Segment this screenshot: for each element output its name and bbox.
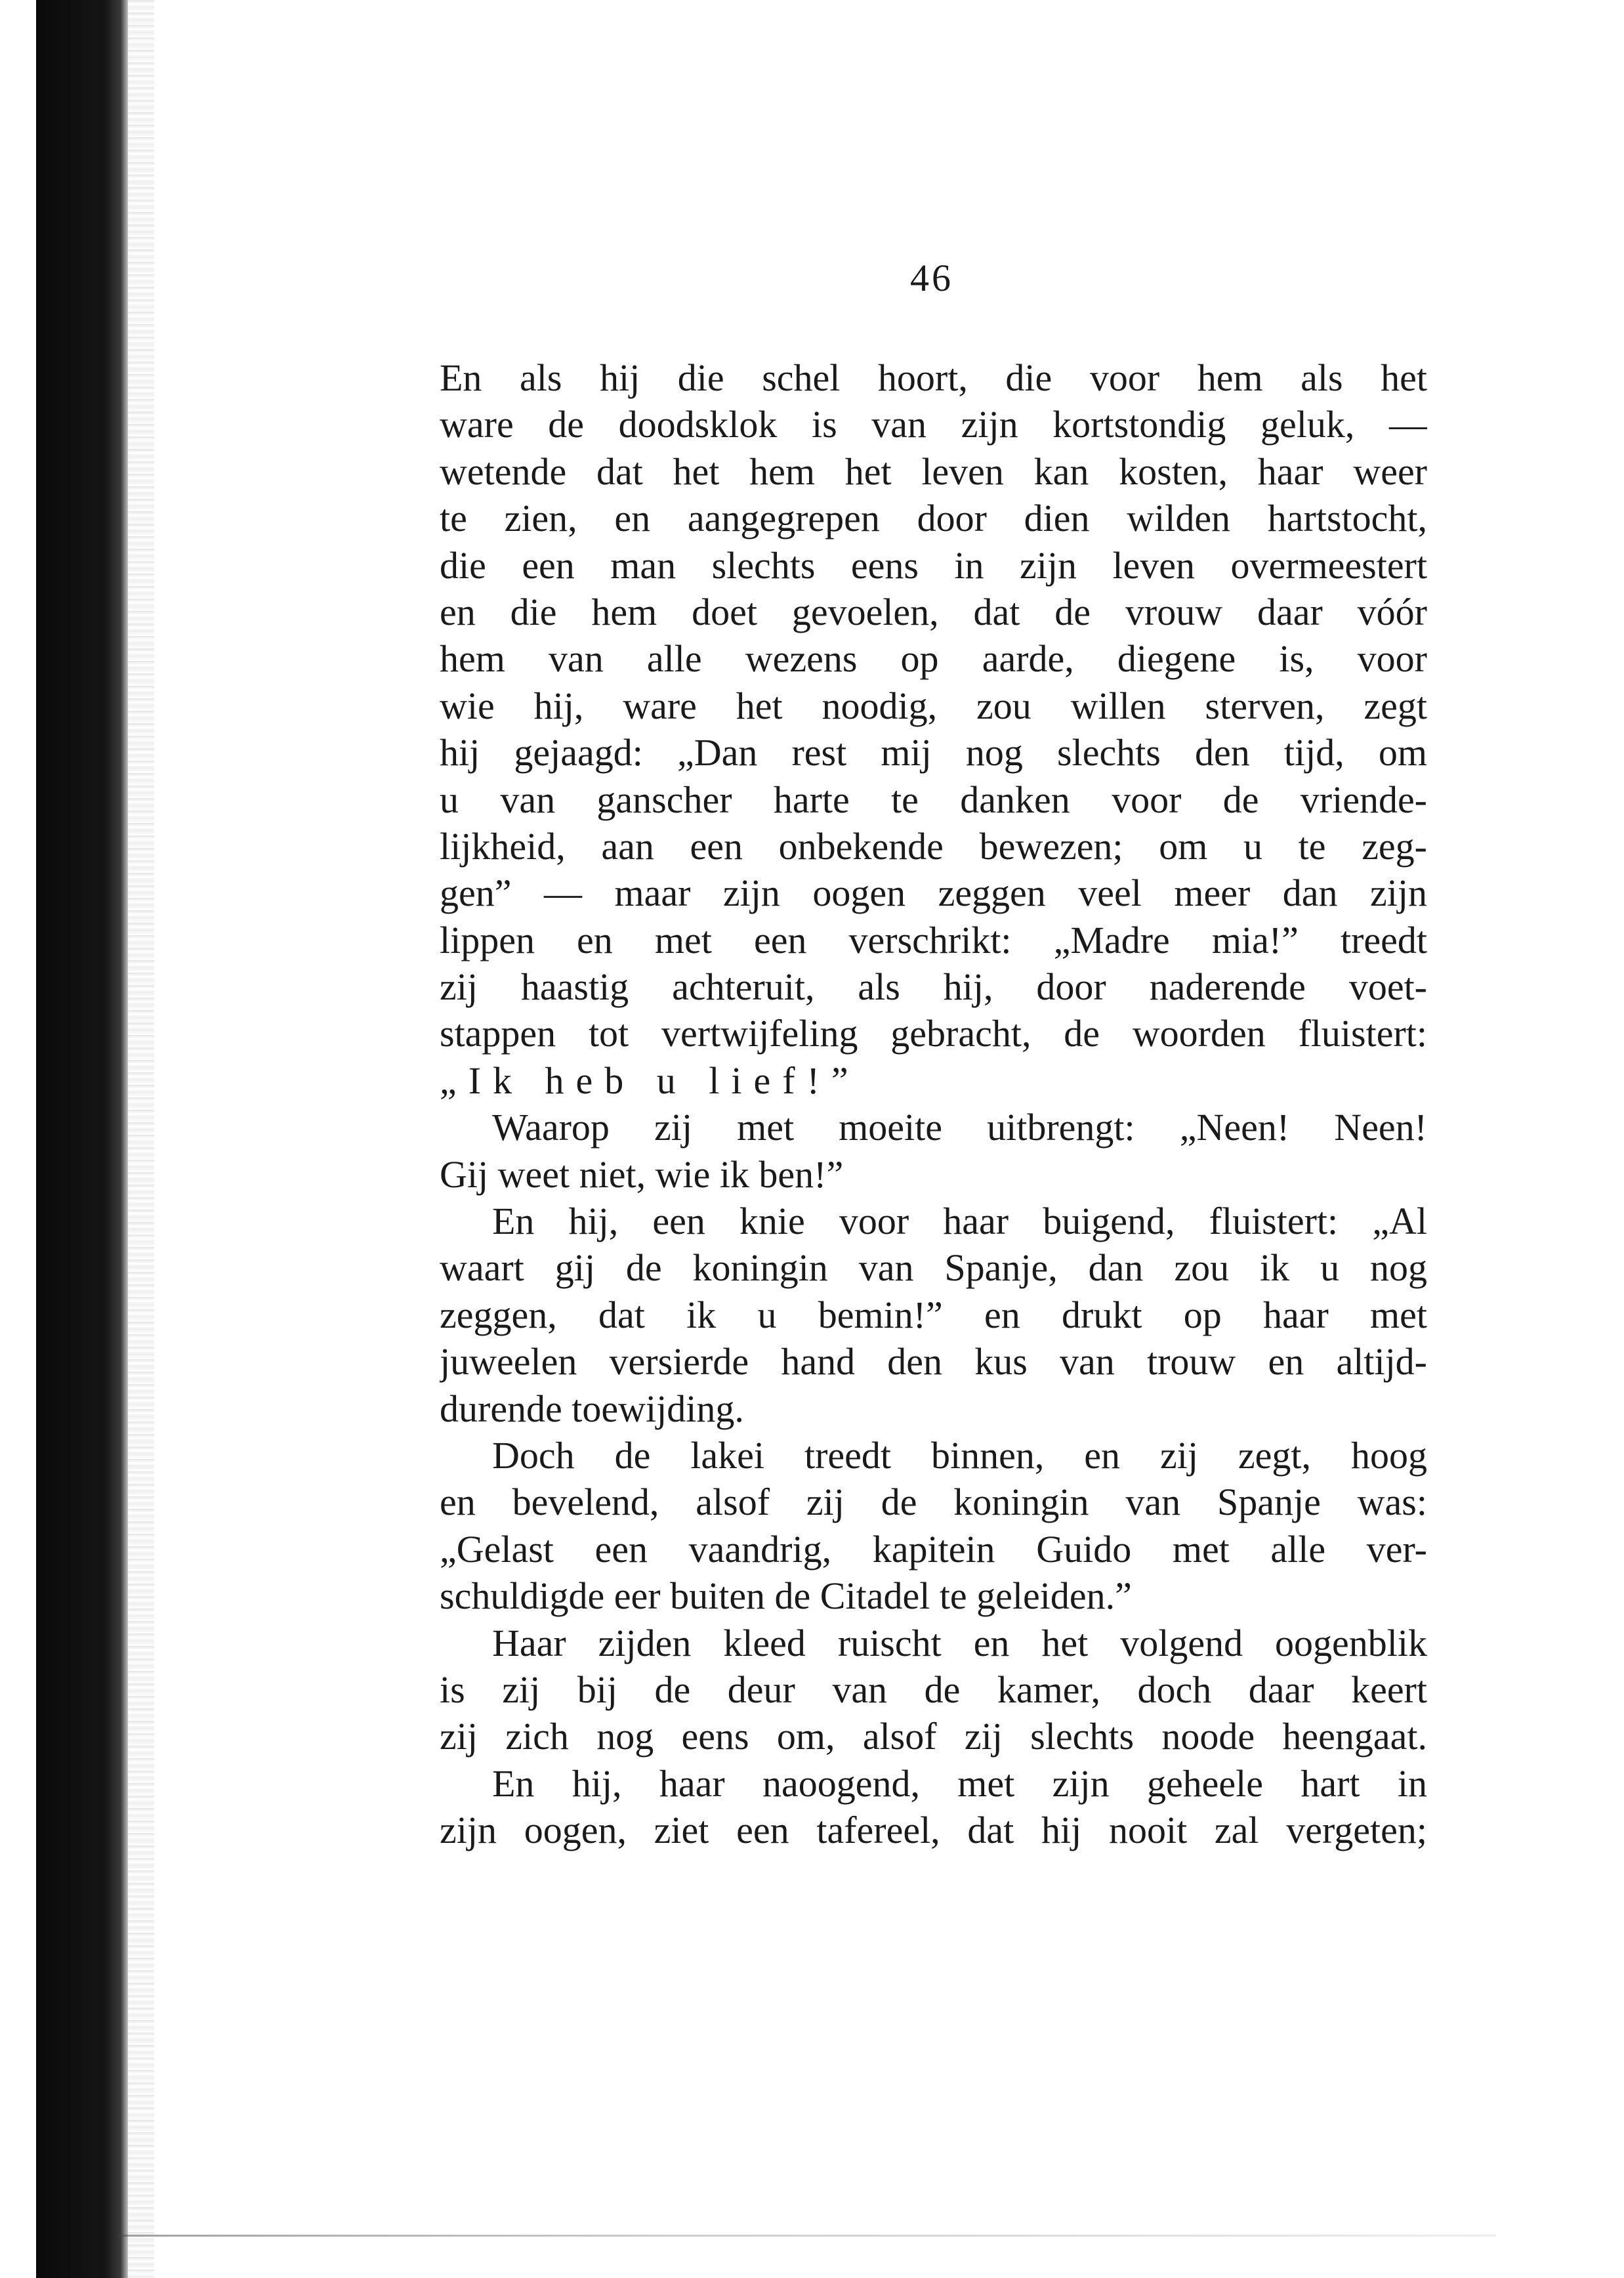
text-line: lippen en met een verschrikt: „Madre mia!” treedt <box>440 918 1427 961</box>
text-line: wetende dat het hem het leven kan kosten, haar weer <box>440 450 1427 493</box>
text-line: zijn oogen, ziet een tafereel, dat hij nooit zal vergeten; <box>440 1809 1427 1852</box>
text-line: zeggen, dat ik u bemin!” en drukt op haar met <box>440 1293 1427 1336</box>
text-line: En hij, haar naoogend, met zijn geheele hart in <box>492 1761 1427 1805</box>
text-line: Doch de lakei treedt binnen, en zij zegt, hoog <box>492 1433 1427 1477</box>
text-line: te zien, en aangegrepen door dien wilden hartstocht, <box>440 497 1427 540</box>
text-line: En als hij die schel hoort, die voor hem als het <box>440 356 1427 399</box>
text-line: u van ganscher harte te danken voor de vriende- <box>440 778 1427 821</box>
text-line: lijkheid, aan een onbekende bewezen; om u te zeg- <box>440 824 1427 868</box>
scan-bottom-edge <box>118 2235 1496 2237</box>
text-line: „Gelast een vaandrig, kapitein Guido met alle ver- <box>440 1527 1427 1571</box>
text-line: schuldigde eer buiten de Citadel te geleiden.” <box>440 1574 1132 1618</box>
text-line: wie hij, ware het noodig, zou willen sterven, zegt <box>440 684 1427 727</box>
text-line: en bevelend, alsof zij de koningin van Spanje was: <box>440 1481 1427 1524</box>
text-line: is zij bij de deur van de kamer, doch daar keert <box>440 1668 1427 1711</box>
text-line: zij zich nog eens om, alsof zij slechts noode heengaat. <box>440 1715 1427 1758</box>
text-line: zij haastig achteruit, als hij, door naderende voet- <box>440 965 1427 1009</box>
text-line: En hij, een knie voor haar buigend, fluistert: „Al <box>492 1200 1427 1243</box>
text-line: die een man slechts eens in zijn leven overmeestert <box>440 543 1427 587</box>
text-line: juweelen versierde hand den kus van trouw en altijd- <box>440 1340 1427 1383</box>
text-line: gen” — maar zijn oogen zeggen veel meer dan zijn <box>440 872 1427 915</box>
text-line: durende toewijding. <box>440 1387 744 1430</box>
text-line: Waarop zij met moeite uitbrengt: „Neen! Neen! <box>492 1106 1427 1149</box>
text-line: hem van alle wezens op aarde, diegene is, voor <box>440 637 1427 681</box>
text-line: „Ik heb u lief!” <box>440 1059 860 1102</box>
text-line: ware de doodsklok is van zijn kortstondig geluk, — <box>440 403 1427 446</box>
body-text <box>440 354 1427 1854</box>
text-line: Haar zijden kleed ruischt en het volgend oogenblik <box>492 1621 1427 1664</box>
scan-binding-fringe <box>128 0 154 2278</box>
text-line: en die hem doet gevoelen, dat de vrouw daar vóór <box>440 590 1427 633</box>
text-line: hij gejaagd: „Dan rest mij nog slechts den tijd, om <box>440 731 1427 774</box>
text-line: stappen tot vertwijfeling gebracht, de woorden fluistert: <box>440 1012 1427 1055</box>
text-line: waart gij de koningin van Spanje, dan zou ik u nog <box>440 1246 1427 1290</box>
scan-binding-edge <box>36 0 128 2278</box>
text-line: Gij weet niet, wie ik ben!” <box>440 1152 844 1196</box>
page-number: 46 <box>910 257 953 299</box>
